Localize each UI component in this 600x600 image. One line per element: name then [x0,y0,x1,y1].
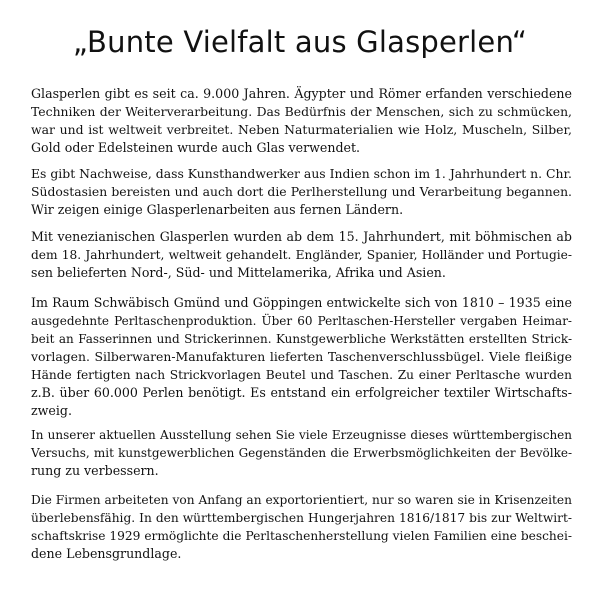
text-line: ausgedehnte Perltaschenproduktion. Über 60 Perltaschen-Hersteller vergaben Heimar- [31,314,572,328]
text-line: Wir zeigen einige Glasperlenarbeiten aus fernen Ländern. [31,202,404,217]
paragraph-production [31,294,572,420]
text-line: schaftskrise 1929 ermöglichte die Perltaschenherstellung vielen Familien eine beschei- [31,529,572,543]
page-title: „Bunte Vielfalt aus Glasperlen“ [72,25,528,59]
text-line: Im Raum Schwäbisch Gmünd und Göppingen entwickelte sich von 1810 – 1935 eine [31,295,572,310]
text-line: Mit venezianischen Glasperlen wurden ab dem 15. Jahrhundert, mit böhmischen ab [31,229,572,244]
text-line: Es gibt Nachweise, dass Kunsthandwerker aus Indien schon im 1. Jahrhundert n. Chr. [31,166,572,181]
text-line: überlebensfähig. In den württembergischen Hungerjahren 1816/1817 bis zur Weltwirt- [31,511,572,525]
text-line: Gold oder Edelsteinen wurde auch Glas verwendet. [31,140,361,155]
paragraph-history [31,85,572,157]
text-line: Techniken der Weiterverarbeitung. Das Bedürfnis der Menschen, sich zu schmücken, [31,104,572,119]
text-line: beit an Fasserinnen und Strickerinnen. Kunstgewerbliche Werkstätten erstellten Strick- [31,332,572,346]
paragraph-exhibition [31,426,572,480]
text-line: zweig. [31,403,72,418]
text-line: Hände fertigten nach Strickvorlagen Beutel und Taschen. Zu einer Perltasche wurden [31,368,572,382]
text-line: sen belieferten Nord-, Süd- und Mittelamerika, Afrika und Asien. [31,265,446,280]
text-line: dene Lebensgrundlage. [31,546,182,561]
paragraph-trade [31,228,572,282]
text-line: Die Firmen arbeiteten von Anfang an exportorientiert, nur so waren sie in Krisenzeiten [31,493,572,507]
paragraph-export [31,491,572,563]
text-line: vorlagen. Silberwaren-Manufakturen lieferten Taschenverschlussbügel. Viele fleißige [31,349,572,364]
text-line: In unserer aktuellen Ausstellung sehen Sie viele Erzeugnisse dieses württembergischen [31,428,572,442]
text-line: rung zu verbessern. [31,463,159,478]
paragraph-india [31,165,572,219]
text-line: z.B. über 60.000 Perlen benötigt. Es entstand ein erfolgreicher textiler Wirtschafts- [31,385,572,400]
text-line: Glasperlen gibt es seit ca. 9.000 Jahren. Ägypter und Römer erfanden verschiedene [31,86,572,101]
text-line: Südostasien bereisten und auch dort die Perlherstellung und Verarbeitung begannen. [31,184,572,199]
text-line: Versuchs, mit kunstgewerblichen Gegenständen die Erwerbsmöglichkeiten der Bevölke- [31,446,572,460]
text-line: war und ist weltweit verbreitet. Neben Naturmaterialien wie Holz, Muscheln, Silber, [31,122,572,137]
text-line: dem 18. Jahrhundert, weltweit gehandelt. Engländer, Spanier, Holländer und Portugie- [31,248,572,262]
